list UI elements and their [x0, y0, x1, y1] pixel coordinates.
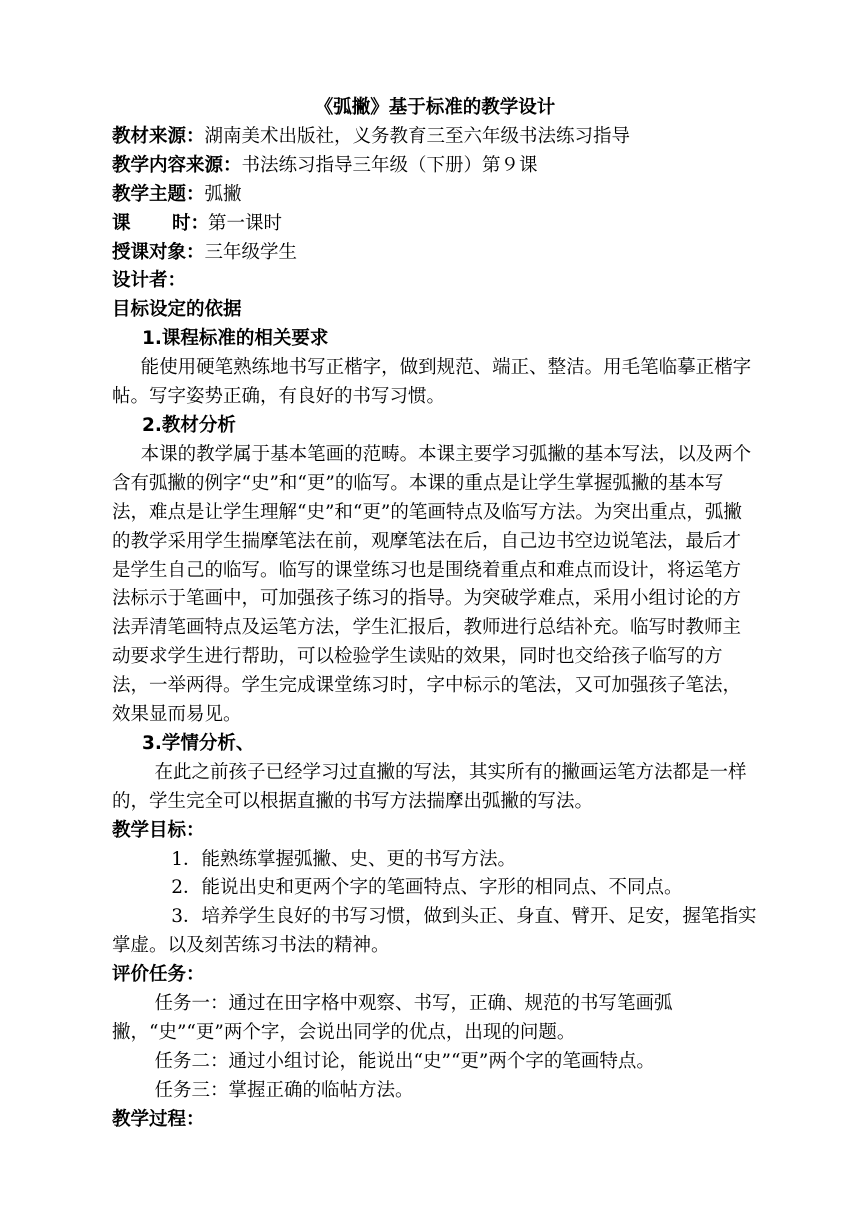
meta-label: 授课对象：: [112, 241, 205, 263]
meta-value: 湖南美术出版社，义务教育三至六年级书法练习指导: [204, 125, 631, 147]
meta-value: 第一课时: [208, 212, 283, 234]
meta-value: 书法练习指导三年级（下册）第９课: [241, 154, 538, 176]
meta-designer: [112, 267, 758, 296]
meta-label: 教学主题：: [112, 183, 205, 205]
section-3-text: 在此之前孩子已经学习过直撇的写法，其实所有的撇画运笔方法都是一样的，学生完全可以根据直撇的书写方法揣摩出弧撇的写法。: [112, 761, 747, 812]
task-item: 任务一：通过在田字格中观察、书写，正确、规范的书写笔画弧撇，“史”“更”两个字，会说出同学的优点，出现的问题。: [112, 993, 673, 1043]
process-heading: 教学过程：: [112, 1108, 205, 1130]
section-2-heading: 2.教材分析: [142, 414, 236, 436]
document-page: [112, 94, 758, 1135]
meta-topic: [112, 181, 758, 210]
meta-value: 弧撇: [204, 183, 242, 205]
section-3-heading: 3.学情分析、: [142, 732, 255, 754]
task-item: 任务二：通过小组讨论，能说出“史”“更”两个字的笔画特点。: [154, 1050, 655, 1072]
section-1-heading: 1.课程标准的相关要求: [142, 328, 329, 350]
document-title: 《弧撇》基于标准的教学设计: [314, 97, 556, 118]
section-2-text: 本课的教学属于基本笔画的范畴。本课主要学习弧撇的基本写法，以及两个含有弧撇的例字“史”和“更”的临写。本课的重点是让学生掌握弧撇的基本写法，难点是让学生理解“史”和“更”的笔画特点及临写方法。为突出重点，弧撇的教学采用学生揣摩笔法在前，观摩笔法在后，自己边书空边说笔法，最后才是学生自己的临写。临写的课堂练习也是围绕着重点和难点而设计，将运笔方法标示于笔画中，可加强孩子练习的指导。为突破学难点，采用小组讨论的方法弄清笔画特点及运笔方法，学生汇报后，教师进行总结补充。临写时教师主动要求学生进行帮助，可以检验学生读贴的效果，同时也交给孩子临写的方法，一举两得。学生完成课堂练习时，字中标示的笔法，又可加强孩子笔法，效果显而易见。: [112, 443, 752, 726]
meta-value: 三年级学生: [204, 241, 298, 263]
meta-audience: [112, 239, 758, 268]
meta-label: [112, 210, 208, 239]
eval-heading: 评价任务：: [112, 964, 205, 986]
goal-item: 3．培养学生良好的书写习惯，做到头正、身直、臂开、足安，握笔指实掌虚。以及刻苦练习书法的精神。: [112, 906, 757, 957]
meta-label: 教学内容来源：: [112, 154, 242, 176]
meta-period: [112, 210, 758, 239]
meta-label-part: 课: [112, 212, 131, 234]
goals-heading: 教学目标：: [112, 819, 205, 841]
meta-source: [112, 123, 758, 152]
basis-heading: 目标设定的依据: [112, 299, 242, 321]
section-1-text: 能使用硬笔熟练地书写正楷字，做到规范、端正、整洁。用毛笔临摹正楷字帖。写字姿势正确，有良好的书写习惯。: [112, 357, 752, 408]
meta-label-part: 时：: [172, 212, 210, 234]
meta-content-source: [112, 152, 758, 181]
meta-label: 设计者：: [112, 270, 187, 292]
goal-item: 2．能说出史和更两个字的笔画特点、字形的相同点、不同点。: [171, 877, 683, 899]
task-item: 任务三：掌握正确的临帖方法。: [154, 1079, 414, 1101]
goal-item: 1．能熟练掌握弧撇、史、更的书写方法。: [171, 848, 516, 870]
meta-label: 教材来源：: [112, 125, 205, 147]
